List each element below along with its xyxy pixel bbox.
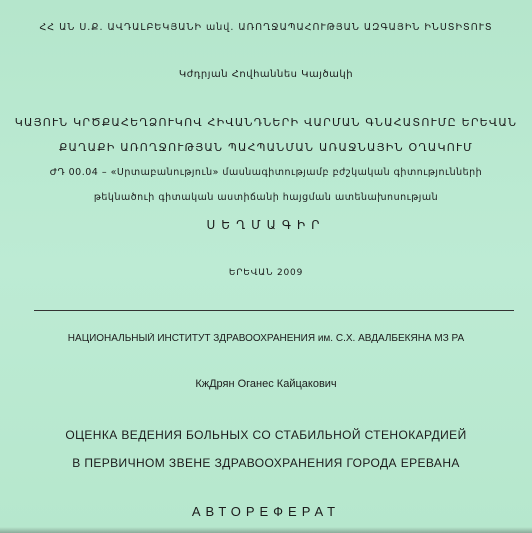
armenian-specialty: ԺԴ 00.04 – «Սրտաբանություն» մասնագիտությամբ բժշկական գիտությունների	[49, 167, 483, 178]
russian-abstract-heading: АВТОРЕФЕРАТ	[191, 504, 341, 519]
russian-author-name: КжДрян Оганес Кайцакович	[195, 378, 337, 390]
armenian-abstract-heading: ՍԵՂՄԱԳԻՐ	[206, 218, 326, 232]
armenian-institute-name: ՀՀ ԱՆ Ս.Ք. ԱՎԴԱԼԲԵԿՅԱՆԻ անվ. ԱՌՈՂՋԱՊԱՀՈՒԹՅԱՆ ԱԶԳԱՅԻՆ ԻՆՍՏԻՏՈՒՏ	[39, 22, 493, 33]
russian-title-line-1: ОЦЕНКА ВЕДЕНИЯ БОЛЬНЫХ СО СТАБИЛЬНОЙ СТЕНОКАРДИЕЙ	[65, 428, 467, 442]
page-edge-shadow	[0, 527, 532, 533]
armenian-title-line-1: ԿԱՅՈՒՆ ԿՐԾՔԱՀԵՂՁՈՒԿՈՎ ՀԻՎԱՆԴՆԵՐԻ ՎԱՐՄԱՆ ԳՆԱՀԱՏՈՒՄԸ ԵՐԵՎԱՆ	[14, 116, 518, 129]
russian-institute-name: НАЦИОНАЛЬНЫЙ ИНСТИТУТ ЗДРАВООХРАНЕНИЯ им. С.Х. АВДАЛБЕКЯНА МЗ РА	[67, 333, 465, 344]
armenian-author-name: Կժդրյան Հովհաննես Կայծակի	[178, 69, 354, 80]
armenian-title-line-2: ՔԱՂԱՔԻ ԱՌՈՂՋՈՒԹՅԱՆ ՊԱՀՊԱՆՄԱՆ ԱՌԱՋՆԱՅԻՆ ՕՂԱԿՈՒՄ	[58, 141, 474, 154]
armenian-degree: թեկնածուի գիտական աստիճանի հայցման ատենախոսության	[93, 192, 439, 203]
section-divider	[34, 310, 514, 311]
russian-title-line-2: В ПЕРВИЧНОМ ЗВЕНЕ ЗДРАВООХРАНЕНИЯ ГОРОДА ЕРЕВАНА	[72, 456, 460, 470]
armenian-city-year: ԵՐԵՎԱՆ 2009	[228, 268, 304, 278]
